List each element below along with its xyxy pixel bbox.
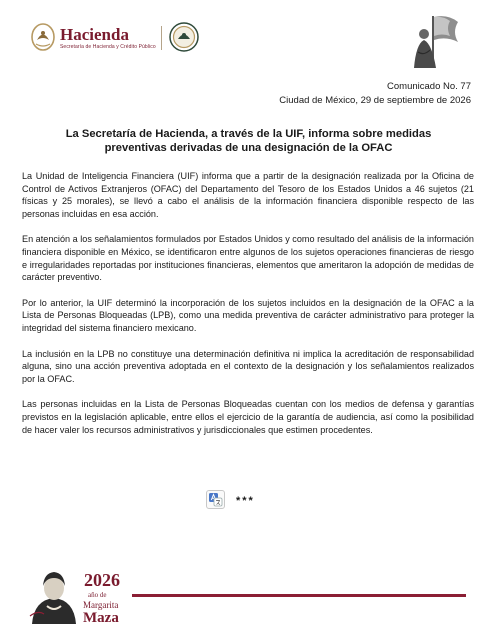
commemorative-last-name: Maza xyxy=(83,610,119,626)
commemorative-year: 2026 xyxy=(84,570,120,590)
commemorative-year-label: año de xyxy=(88,591,107,599)
title-line-2: preventivas derivadas de una designación de la OFAC xyxy=(104,141,393,154)
place-date: Ciudad de México, 29 de septiembre de 2026 xyxy=(279,95,471,106)
brand-name: Hacienda xyxy=(60,25,129,44)
paragraph: Las personas incluidas en la Lista de Personas Bloqueadas cuentan con los medios de defensa y garantías previstos en la legislación aplicable, entre ellos el ejercicio de la garantía de audiencia, así como la posibilidad de hacer valer los recursos administrativos y jurisdiccionales que estimen procedentes. xyxy=(22,399,474,435)
footer-commemoration xyxy=(28,566,468,636)
paragraph: La inclusión en la LPB no constituye una determinación definitiva ni implica la acreditación de responsabilidad alguna, sino una acción preventiva adoptada en el contexto de la designación y los señalamientos realizados por la OFAC. xyxy=(22,348,474,384)
communique-meta xyxy=(279,80,471,108)
communique-number: Comunicado No. 77 xyxy=(387,81,471,92)
commemorative-first-name: Margarita xyxy=(83,600,119,610)
end-mark: *** xyxy=(236,495,255,507)
press-release-body xyxy=(22,170,474,449)
paragraph: La Unidad de Inteligencia Financiera (UIF) informa que a partir de la designación realizada por la Oficina de Control de Activos Extranjeros (OFAC) del Departamento del Tesoro de los Estados Unidos a 46 sujetos (21 físicas y 25 morales), se llevó a cabo el análisis de la información financiera disponible respecto de las personas incluidas en esa acción. xyxy=(22,171,474,219)
title-line-1: La Secretaría de Hacienda, a través de la UIF, informa sobre medidas xyxy=(65,128,432,140)
seal-icon xyxy=(169,22,199,52)
translate-icon[interactable] xyxy=(206,490,225,509)
flag-bearer-illustration xyxy=(406,12,468,72)
brand-subtitle: Secretaría de Hacienda y Crédito Público xyxy=(60,44,156,50)
footer-rule xyxy=(132,594,466,597)
margarita-maza-portrait xyxy=(28,566,80,624)
eagle-emblem-icon xyxy=(30,22,56,52)
brand-block xyxy=(60,26,156,50)
header-divider xyxy=(161,26,162,50)
press-release-title xyxy=(30,128,467,155)
letterhead xyxy=(30,12,470,70)
paragraph: Por lo anterior, la UIF determinó la incorporación de los sujetos incluidos en la designación de la OFAC a la Lista de Personas Bloqueadas (LPB), como una medida preventiva de carácter administrativo para proteger la integridad del sistema financiero mexicano. xyxy=(22,297,474,333)
paragraph: En atención a los señalamientos formulados por Estados Unidos y como resultado del análisis de la información financiera disponible en México, se identificaron entre algunos de los sujetos operaciones financieras de riesgo e irregularidades reportadas por instituciones financieras, elementos que ameritaron la adopción de medidas de carácter preventivo. xyxy=(22,234,474,283)
